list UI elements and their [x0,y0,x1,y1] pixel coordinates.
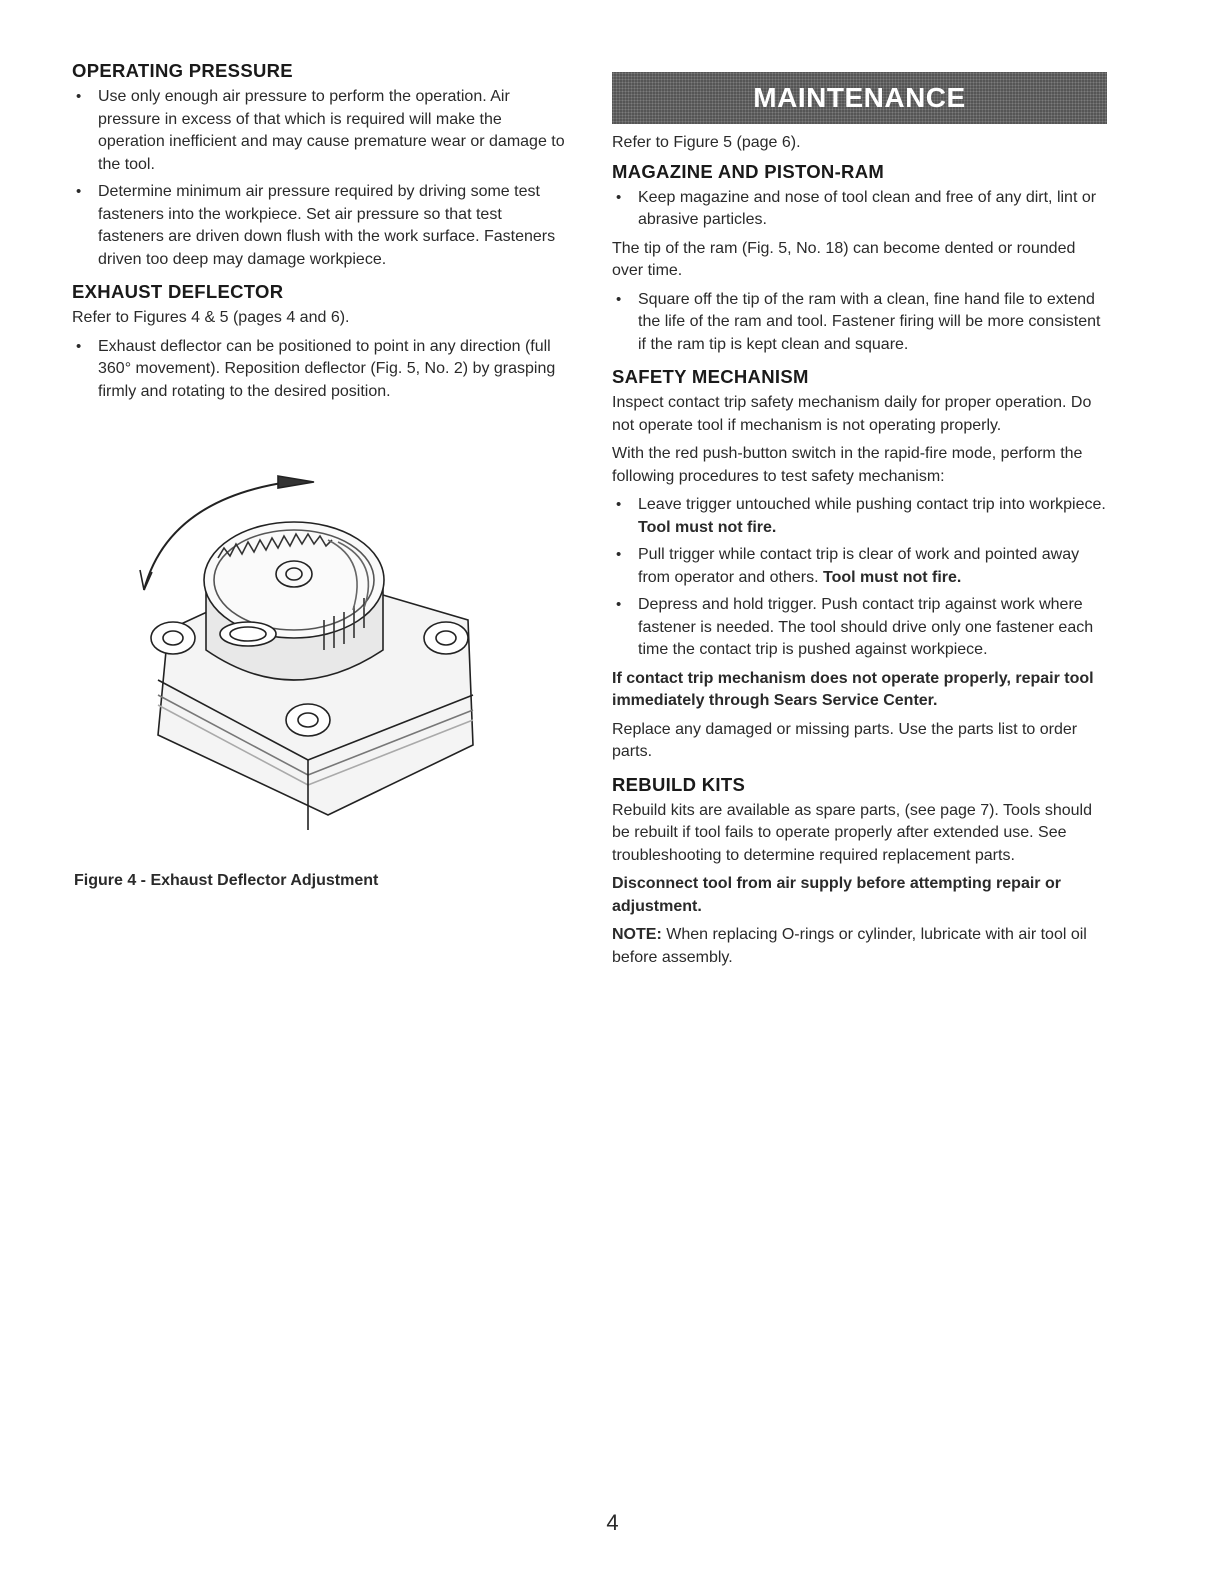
safety-list [612,494,1107,662]
operating-pressure-list [72,86,567,271]
left-column [72,60,567,413]
figure-caption: Figure 4 - Exhaust Deflector Adjustment [74,872,379,889]
list-item: • Depress and hold trigger. Push contact trip against work where fastener is needed. The tool should drive only one fastener each time the contact trip is pushed against workpiece. [612,594,1107,662]
list-item [612,494,1107,539]
list-item-text: Pull trigger while contact trip is clear of work and pointed away from operator and others. [638,546,1080,586]
exhaust-deflector-list [72,336,567,404]
list-item-emphasis: Tool must not fire. [823,568,962,586]
rebuild-note [612,924,1107,969]
rebuild-section [612,774,1107,970]
rebuild-warning: Disconnect tool from air supply before attempting repair or adjustment. [612,875,1061,915]
list-item: • Keep magazine and nose of tool clean and free of any dirt, lint or abrasive particles. [612,187,1107,232]
exhaust-deflector-section [72,281,567,403]
rebuild-paragraph: Rebuild kits are available as spare parts, (see page 7). Tools should be rebuilt if tool fails to operate properly after extended use. See troubleshooting to determine required replacement parts. [612,801,1092,864]
list-item [612,544,1107,589]
magazine-list [612,187,1107,232]
safety-heading: SAFETY MECHANISM [612,366,809,387]
operating-pressure-heading: OPERATING PRESSURE [72,60,293,81]
operating-pressure-section [72,60,567,271]
list-item-emphasis: Tool must not fire. [638,518,777,536]
exhaust-deflector-figure [128,470,498,840]
maintenance-banner [612,72,1107,124]
magazine-section [612,161,1107,357]
maintenance-intro: Refer to Figure 5 (page 6). [612,134,801,151]
list-item: • Determine minimum air pressure required by driving some test fasteners into the workpiece. Set air pressure so that test fasteners are driven down flush with the work surface. Fasteners driven too deep may damage workpiece. [72,181,567,271]
list-item: • Exhaust deflector can be positioned to point in any direction (full 360° movement). Reposition deflector (Fig. 5, No. 2) by grasping firmly and rotating to the desired position. [72,336,567,404]
right-column [612,60,1107,979]
list-item: • Square off the tip of the ram with a clean, fine hand file to extend the life of the ram and tool. Fastener firing will be more consistent if the ram tip is kept clean and square. [612,289,1107,357]
magazine-list-2 [612,289,1107,357]
rebuild-heading: REBUILD KITS [612,773,746,795]
safety-section [612,366,1107,764]
note-text: When replacing O-rings or cylinder, lubricate with air tool oil before assembly. [612,926,1087,966]
exhaust-deflector-heading: EXHAUST DEFLECTOR [72,281,284,302]
note-label: NOTE: [612,926,662,943]
maintenance-banner-title: MAINTENANCE [753,82,966,113]
safety-paragraph-2: With the red push-button switch in the rapid-fire mode, perform the following procedures to test safety mechanism: [612,445,1083,485]
magazine-paragraph: The tip of the ram (Fig. 5, No. 18) can become dented or rounded over time. [612,239,1076,279]
list-item-text: Leave trigger untouched while pushing contact trip into workpiece. [638,496,1106,513]
list-item: • Use only enough air pressure to perform the operation. Air pressure in excess of that which is required will make the operation inefficient and may cause premature wear or damage to the tool. [72,86,567,176]
exhaust-deflector-illustration [128,470,498,840]
safety-paragraph-3: Replace any damaged or missing parts. Use the parts list to order parts. [612,720,1078,760]
page-number: 4 [606,1510,619,1535]
magazine-heading: MAGAZINE AND PISTON-RAM [612,160,885,182]
safety-warning: If contact trip mechanism does not operate properly, repair tool immediately through Sears Service Center. [612,669,1094,709]
safety-paragraph-1: Inspect contact trip safety mechanism daily for proper operation. Do not operate tool if mechanism is not operating properly. [612,394,1092,434]
exhaust-deflector-intro: Refer to Figures 4 & 5 (pages 4 and 6). [72,309,350,326]
